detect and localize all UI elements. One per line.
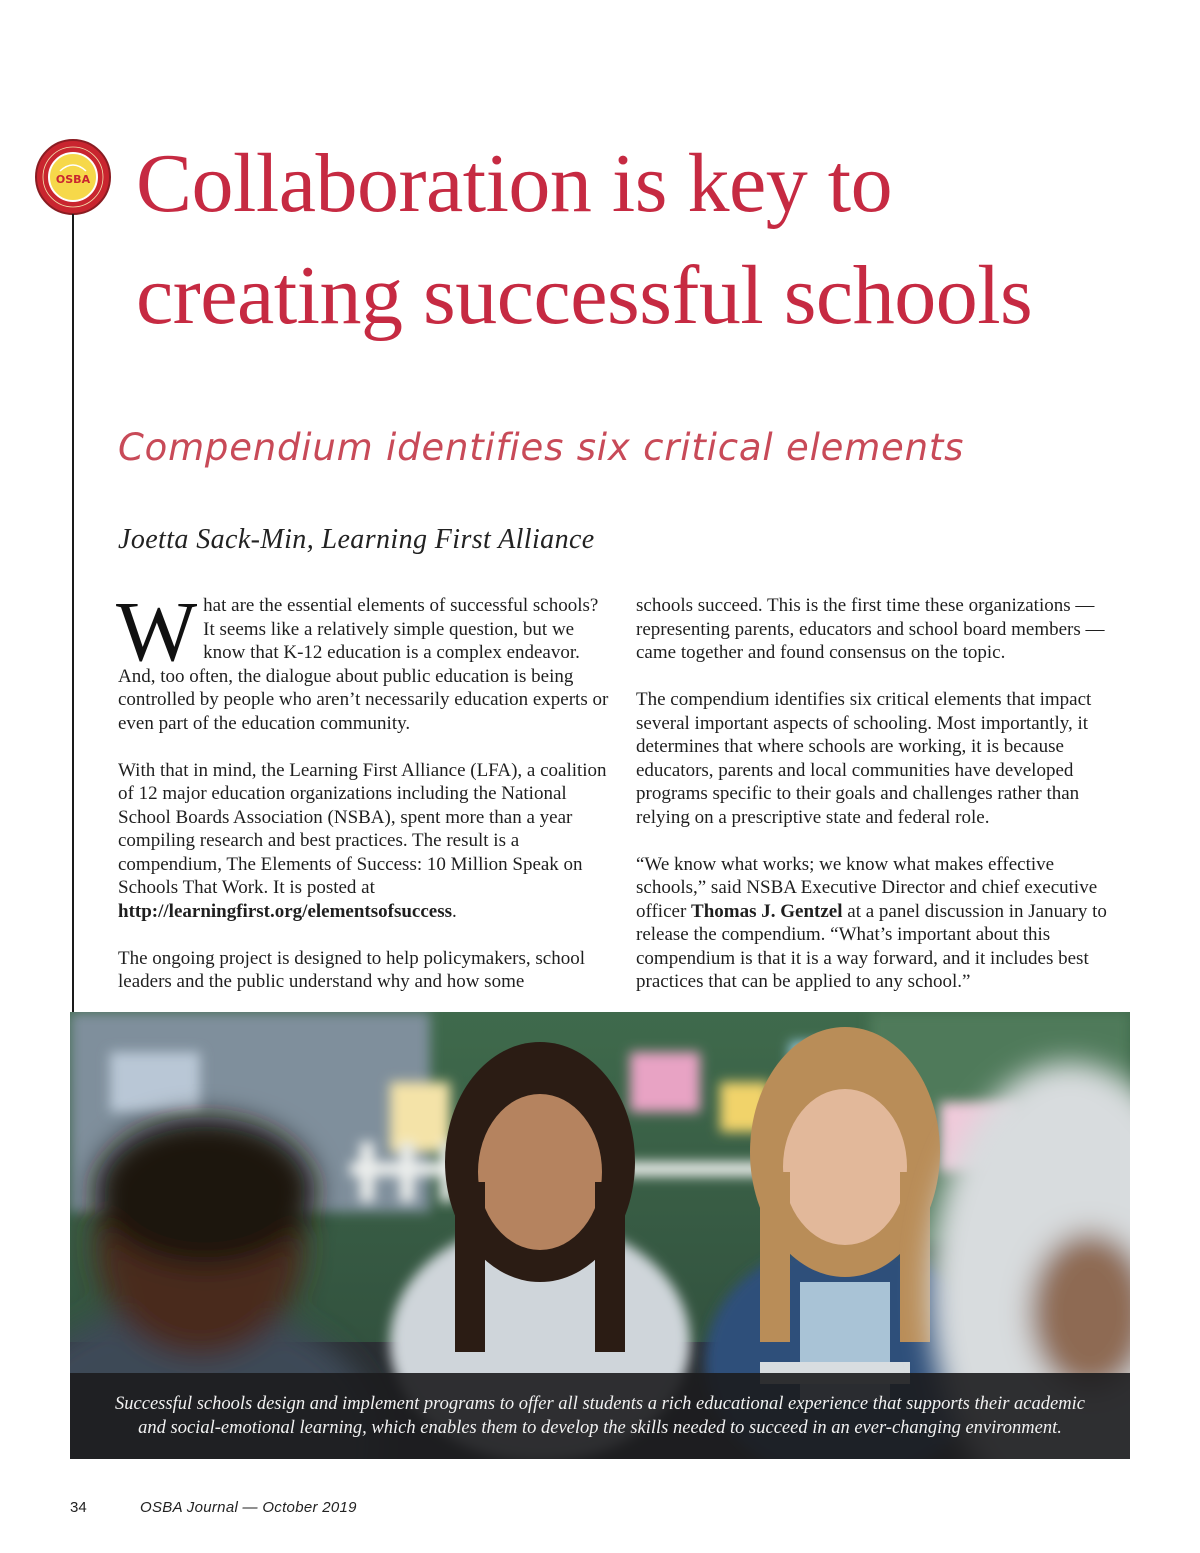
page-number: 34 [70,1499,87,1516]
left-column [116,583,614,1017]
seal-letters: OSBA [55,173,91,186]
photo-caption: Successful schools design and implement programs to offer all students a rich educational experience that supports their academic and social-emotional learning, which enables them to develop the skills needed to succeed in an ever-changing environment. [115,1394,1085,1438]
paragraph-text: The compendium identifies six critical elements that impact several important aspects of schooling. Most importantly, it determines that where schools are working, it is because educators, parents and local communities have developed programs specific to their goals and challenges rather than relying on a prescriptive state and federal role. [636,689,1092,828]
paragraph [118,759,614,924]
caption-band [70,1373,1130,1459]
article-title: Collaboration is key to creating successful schools [136,137,1033,342]
paragraph-text: at a panel discussion in January to release the compendium. “What’s important about this compendium is that it is a way forward, and it includes best practices that can be applied to any school.” [636,900,1107,992]
article-subtitle: Compendium identifies six critical elements [118,426,965,469]
paragraph [636,594,1128,665]
punctuation: . [452,900,457,922]
quoted-person-name: Thomas J. Gentzel [691,900,843,922]
elements-of-success-link[interactable]: http://learningfirst.org/elementsofsuccess [118,900,453,922]
paragraph [116,583,614,735]
journal-issue: OSBA Journal — October 2019 [140,1499,357,1516]
paragraph [118,947,614,994]
paragraph-text: The ongoing project is designed to help policymakers, school leaders and the public understand why and how some [118,947,585,992]
paragraph-text: With that in mind, the Learning First Alliance (LFA), a coalition of 12 major education organizations including the National School Boards Association (NSBA), spent more than a year compiling research and best practices. The result is a compendium, The Elements of Success: 10 Million Speak on Schools That Work. It is posted at [118,759,607,898]
classroom-photo [70,1012,1130,1459]
paragraph [636,688,1128,829]
osba-seal-logo [34,138,112,216]
drop-cap: W [116,583,198,679]
paragraph [636,853,1128,994]
paragraph-text: “We know what works; we know what makes effective schools,” said NSBA Executive Director and chief executive officer [636,853,1098,922]
article-byline: Joetta Sack-Min, Learning First Alliance [118,524,595,555]
right-column [636,594,1128,1017]
paragraph-text: schools succeed. This is the first time these organizations — representing parents, educators and school board members — came together and found consensus on the topic. [636,595,1105,663]
paragraph-text: hat are the essential elements of successful schools? It seems like a relatively simple question, but we know that K-12 education is a complex endeavor. And, too often, the dialogue about public education is being controlled by people who aren’t necessarily education experts or even part of the education community. [118,595,609,734]
